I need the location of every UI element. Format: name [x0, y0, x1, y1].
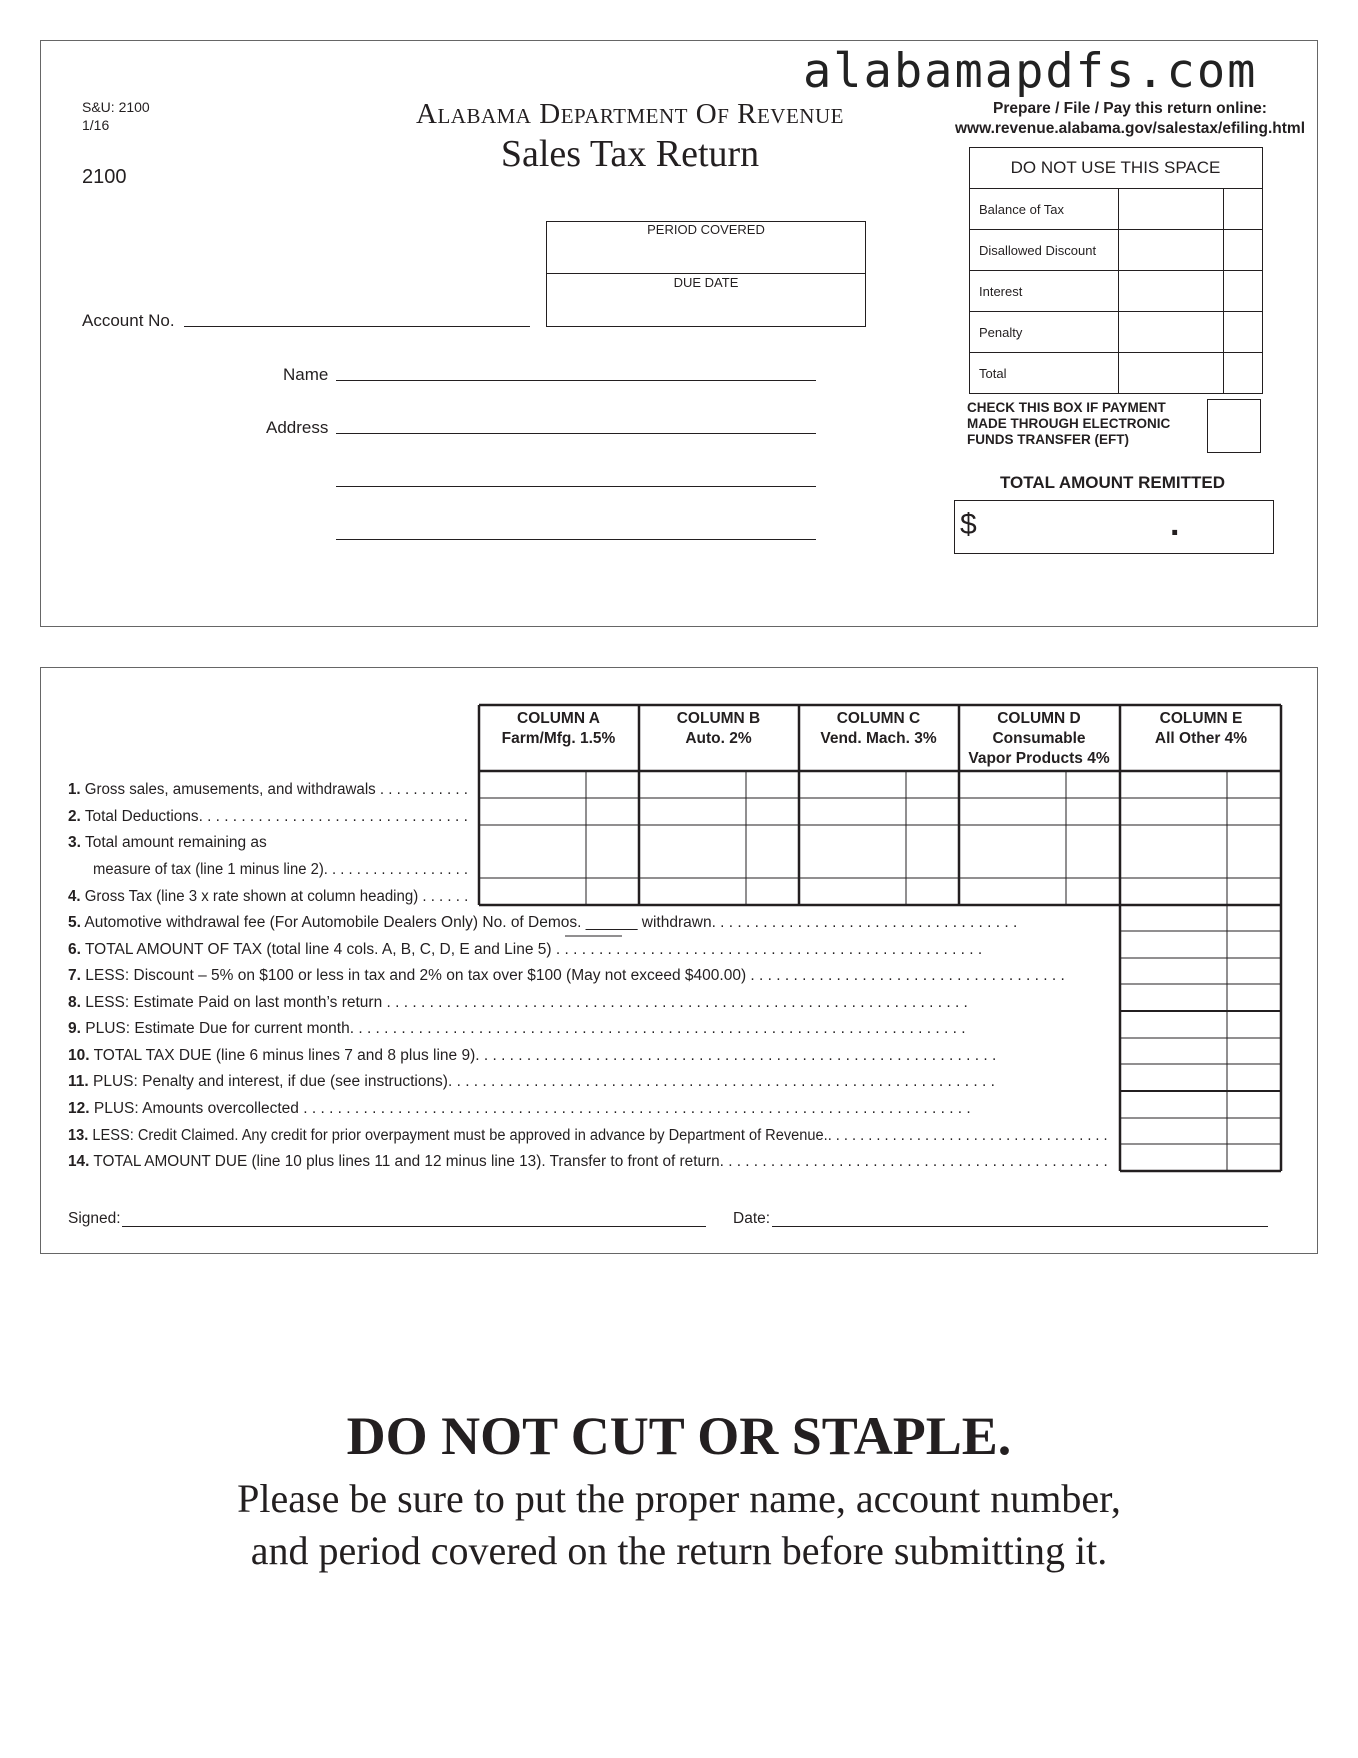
line-2: [68, 808, 468, 826]
line-7: [68, 967, 1065, 985]
period-covered-label: PERIOD COVERED: [647, 222, 765, 237]
line-number: 14.: [68, 1153, 90, 1170]
dollar-sign: $: [960, 508, 977, 541]
line-14: [68, 1153, 1108, 1171]
line-number: 11.: [68, 1073, 89, 1090]
dnu-label: Interest: [970, 271, 1119, 312]
line-text: TOTAL TAX DUE (line 6 minus lines 7 and 8 plus line 9). . . . . . . . . . . . . . . . . . . . . . . . . . . . . . . . . . . . . . . . . . . . . . . . . . . . . . . . . . . . .: [93, 1047, 997, 1064]
line-number: 12.: [68, 1100, 90, 1117]
line-text: measure of tax (line 1 minus line 2). . . . . . . . . . . . . . . . . .: [93, 861, 468, 878]
dnu-label: Penalty: [970, 312, 1119, 353]
line-number: 4.: [68, 888, 81, 905]
notice-line1: Please be sure to put the proper name, account number,: [237, 1476, 1121, 1521]
column-b-title: COLUMN B: [676, 710, 761, 727]
column-c-title: COLUMN C: [836, 710, 921, 727]
date-field[interactable]: [772, 1226, 1268, 1227]
line-text: Automotive withdrawal fee (For Automobile Dealers Only) No. of Demos. ______ withdrawn. . . . . . . . . . . . . . . . . . . . . . . . . . . . . . . . . . . .: [84, 914, 1018, 931]
do-not-use-header: DO NOT USE THIS SPACE: [970, 148, 1263, 189]
notice-line2: and period covered on the return before submitting it.: [250, 1528, 1108, 1573]
signed-label: Signed:: [68, 1210, 121, 1227]
date-label: Date:: [733, 1210, 771, 1227]
line-text: LESS: Estimate Paid on last month’s return . . . . . . . . . . . . . . . . . . . . . . . . . . . . . . . . . . . . . . . . . . . . . . . . . . . . . . . . . . . . . . . . . . . .: [85, 994, 968, 1011]
line-8: [68, 994, 968, 1012]
column-c-rate: Vend. Mach. 3%: [820, 730, 937, 747]
decimal-point: .: [1170, 505, 1180, 543]
address-label: Address: [266, 418, 329, 437]
column-a-title: COLUMN A: [517, 710, 600, 727]
line-text: TOTAL AMOUNT OF TAX (total line 4 cols. A, B, C, D, E and Line 5) . . . . . . . . . . . . . . . . . . . . . . . . . . . . . . . . . . . . . . . . . . . . . . . . . .: [84, 941, 983, 958]
name-label: Name: [283, 365, 329, 384]
notice-title: DO NOT CUT OR STAPLE.: [346, 1406, 1012, 1466]
line-text: PLUS: Penalty and interest, if due (see instructions). . . . . . . . . . . . . . . . . . . . . . . . . . . . . . . . . . . . . . . . . . . . . . . . . . . . . . . . . . . . . . . .: [93, 1073, 995, 1090]
line-3: [68, 834, 267, 852]
total-remitted-label: TOTAL AMOUNT REMITTED: [999, 473, 1226, 492]
line-1: [68, 781, 468, 799]
dnu-label: Balance of Tax: [970, 189, 1119, 230]
eft-text-line: FUNDS TRANSFER (EFT): [967, 432, 1129, 447]
department-name-text: ALABAMA DEPARTMENT OF REVENUE: [416, 98, 844, 130]
line-10: [68, 1047, 996, 1065]
line-text: LESS: Discount – 5% on $100 or less in tax and 2% on tax over $100 (May not exceed $400.00) . . . . . . . . . . . . . . . . . . . . . . . . . . . . . . . . . . . . .: [85, 967, 1065, 984]
form-id: S&U: 2100: [82, 99, 150, 115]
column-d-title: COLUMN D: [997, 710, 1081, 727]
line-number: 1.: [68, 781, 81, 798]
account-label: Account No.: [82, 311, 175, 330]
column-e-rate: All Other 4%: [1154, 730, 1248, 747]
line-13: [68, 1127, 1108, 1145]
line-12: [68, 1100, 971, 1118]
line-number: 2.: [68, 808, 81, 825]
line-4: [68, 888, 468, 906]
form-title: Sales Tax Return: [500, 133, 760, 175]
line-text: LESS: Credit Claimed. Any credit for prior overpayment must be approved in advance by Department of Revenue.. . . . . . . . . . . . . . . . . . . . . . . . . . . . . . . . . . .: [92, 1127, 1108, 1144]
line-text: Gross Tax (line 3 x rate shown at column heading) . . . . . .: [84, 888, 469, 905]
column-b-rate: Auto. 2%: [685, 730, 752, 747]
online-filing-line1: Prepare / File / Pay this return online:: [993, 100, 1267, 117]
dnu-label: Disallowed Discount: [970, 230, 1119, 271]
column-d-rate: Consumable: [992, 730, 1086, 747]
form-number: 2100: [82, 166, 127, 188]
line-number: 8.: [68, 994, 81, 1011]
signature-field[interactable]: [122, 1226, 706, 1227]
column-a-rate: Farm/Mfg. 1.5%: [501, 730, 616, 747]
column-e-title: COLUMN E: [1159, 710, 1243, 727]
line-text: PLUS: Amounts overcollected . . . . . . . . . . . . . . . . . . . . . . . . . . . . . . . . . . . . . . . . . . . . . . . . . . . . . . . . . . . . . . . . . . . . . . . . . . . . . .: [93, 1100, 971, 1117]
line-text: Total Deductions. . . . . . . . . . . . . . . . . . . . . . . . . . . . . . . .: [84, 808, 468, 825]
line-text: Total amount remaining as: [84, 834, 267, 851]
online-filing-url[interactable]: www.revenue.alabama.gov/salestax/efiling.html: [954, 120, 1306, 137]
column-d-rate-cont: Vapor Products 4%: [968, 750, 1110, 767]
watermark: alabamapdfs.com: [803, 44, 1258, 99]
line-text: PLUS: Estimate Due for current month. . . . . . . . . . . . . . . . . . . . . . . . . . . . . . . . . . . . . . . . . . . . . . . . . . . . . . . . . . . . . . . . . . . . . . . .: [85, 1020, 966, 1037]
line-9: [68, 1020, 966, 1038]
line-text: Gross sales, amusements, and withdrawals . . . . . . . . . . .: [84, 781, 468, 798]
line-6: [68, 941, 982, 959]
line-number: 10.: [68, 1047, 90, 1064]
due-date-label: DUE DATE: [673, 275, 739, 290]
line-number: 13.: [68, 1127, 89, 1144]
eft-text-line: CHECK THIS BOX IF PAYMENT: [967, 400, 1166, 415]
line-3-cont: [93, 861, 468, 879]
line-number: 3.: [68, 834, 81, 851]
line-number: 9.: [68, 1020, 81, 1037]
line-text: TOTAL AMOUNT DUE (line 10 plus lines 11 and 12 minus line 13). Transfer to front of return. . . . . . . . . . . . . . . . . . . . . . . . . . . . . . . . . . . . . . . . . . . . . .: [93, 1153, 1108, 1170]
line-number: 5.: [68, 914, 81, 931]
line-number: 6.: [68, 941, 81, 958]
dnu-label: Total: [970, 353, 1119, 394]
eft-text-line: MADE THROUGH ELECTRONIC: [967, 416, 1171, 431]
form-date: 1/16: [82, 117, 110, 133]
line-11: [68, 1073, 995, 1091]
line-5: [68, 914, 1017, 932]
line-number: 7.: [68, 967, 81, 984]
